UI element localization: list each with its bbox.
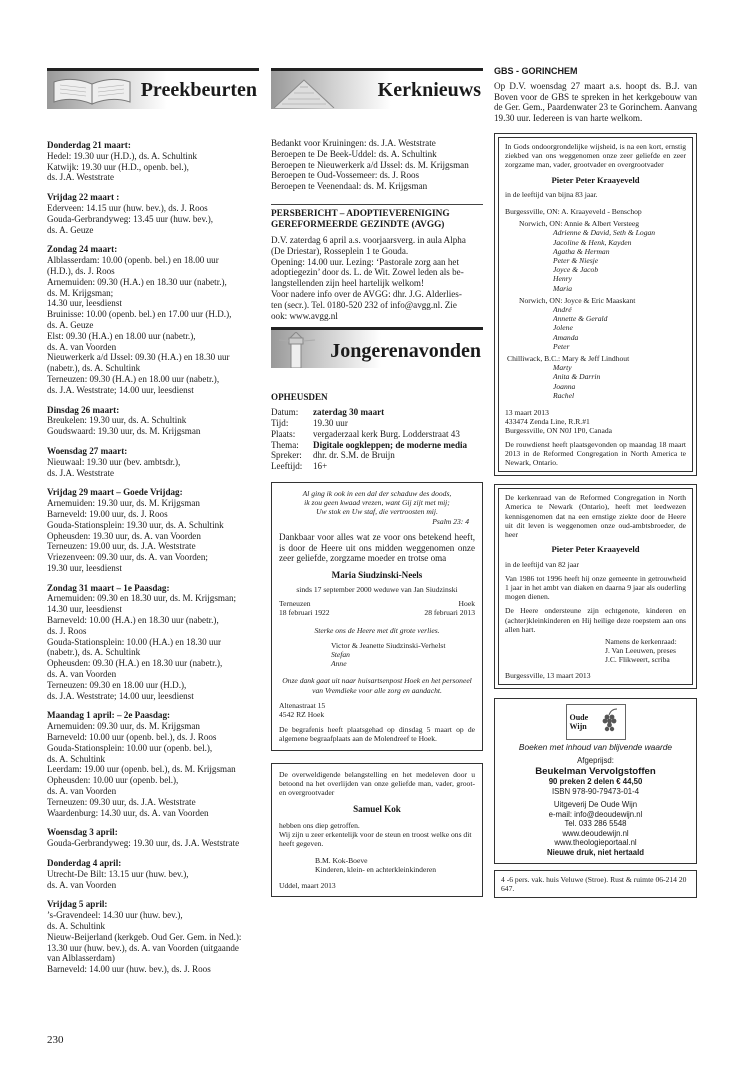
service-date: Zondag 31 maart – 1e Paasdag: xyxy=(47,582,170,593)
event-location: OPHEUSDEN xyxy=(271,392,328,403)
family-member: Peter xyxy=(553,341,570,351)
obituary-kraayeveld-church xyxy=(494,484,697,688)
kraayeveld-address xyxy=(505,408,686,436)
verse-reference: Psalm 23: 4 xyxy=(432,516,469,526)
event-value: zaterdag 30 maart xyxy=(313,407,385,418)
event-label: Thema: xyxy=(271,439,299,450)
service-block xyxy=(47,858,259,890)
service-line: ds. A. van Voorden xyxy=(47,879,117,890)
family-name: Anne xyxy=(331,659,347,669)
birth-place: Terneuzen xyxy=(279,599,311,609)
obituary-intro: Dankbaar voor alles wat ze voor ons betekend heeft, is door de Heere uit ons midden weggenomen onze zeer geliefde, zorgzame moeder en trotse oma xyxy=(279,531,475,564)
ad-book-title: Beukelman Vervolgstoffen xyxy=(535,765,656,777)
service-line: ds. A. Geuze xyxy=(47,224,94,235)
church-service-text: Van 1986 tot 1996 heeft hij onze gemeente in getrouwheid 1 jaar in het ambt van diaken en daarna 9 jaar als ouderling mogen dienen. xyxy=(505,573,686,602)
service-date: Vrijdag 22 maart : xyxy=(47,192,120,203)
service-line: Barneveld: 10.00 uur (openb. bel.), ds. J. Roos xyxy=(47,732,217,743)
service-line: Gouda-Gerbrandyweg: 13.45 uur (huw. bev.), xyxy=(47,213,213,224)
address-line: 433474 Zenda Line, R.R.#1 xyxy=(505,417,590,427)
service-block xyxy=(47,446,259,478)
obituary-kok xyxy=(271,763,483,898)
service-line: (H.D.), ds. J. Roos xyxy=(47,265,115,276)
service-line: Arnemuiden: 09.30 (H.A.) en 18.30 uur (nabetr.), xyxy=(47,276,227,287)
church-date: Burgessville, 13 maart 2013 xyxy=(505,670,591,680)
kraayeveld-name: Pieter Peter Kraayeveld xyxy=(551,544,640,555)
persbericht-line: Voor nadere info over de AVGG: dhr. J.G. Alderlies- xyxy=(271,288,462,299)
service-line: 14.30 uur, leesdienst xyxy=(47,604,122,615)
persbericht-body xyxy=(271,235,483,321)
event-value: 19.30 uur xyxy=(313,417,348,428)
kraayeveld-age: in de leeftijd van 82 jaar xyxy=(505,559,580,569)
kraayeveld-age: in de leeftijd van bijna 83 jaar. xyxy=(505,189,598,199)
service-line: ds. A. van Voorden xyxy=(47,669,117,680)
service-block xyxy=(47,192,259,235)
right-column xyxy=(494,66,697,898)
ad-footer: Nieuwe druk, niet hertaald xyxy=(546,848,645,858)
event-value: dhr. dr. S.M. de Bruijn xyxy=(313,450,395,461)
lighthouse-icon xyxy=(277,332,317,368)
kok-intro: De overweldigende belangstelling en het medeleven door u betoond na het overlijden van onze geliefde man, vader, groot- en overgrootvader xyxy=(279,769,475,797)
service-block xyxy=(47,244,259,395)
service-block xyxy=(47,583,259,702)
service-date: Zondag 24 maart: xyxy=(47,244,118,255)
service-line: ds. J.A. Weststrate xyxy=(47,467,115,478)
service-line: Gouda-Stationsplein: 19.30 uur, ds. A. Schultink xyxy=(47,519,224,530)
verse-line: Uw stok en Uw staf, die vertroosten mij. xyxy=(316,507,438,517)
church-roof-icon xyxy=(274,74,364,108)
service-date: Donderdag 21 maart: xyxy=(47,140,131,150)
service-line: ds. J.A. Weststrate; 14.00 uur, leesdienst xyxy=(47,690,194,701)
family-member: Annette & Gerald xyxy=(553,314,608,324)
family-member: Henry xyxy=(553,274,572,284)
service-line: Utrecht-De Bilt: 13.15 uur (huw. bev.), xyxy=(47,868,189,879)
service-line: Arnemuiden: 19.30 uur, ds. M. Krijgsman xyxy=(47,498,200,509)
kraayeveld-funeral: De rouwdienst heeft plaatsgevonden op maandag 18 maart 2013 in de Reformed Congregation in North America te Newark, Ontario. xyxy=(505,439,686,468)
preekbeurten-header xyxy=(47,68,259,109)
family-head: Norwich, ON: Joyce & Eric Maaskant xyxy=(519,295,636,305)
service-line: Gouda-Gerbrandyweg: 19.30 uur, ds. J.A. Weststrate xyxy=(47,838,240,849)
service-line: ds. A. Schultink xyxy=(47,921,106,931)
service-date: Vrijdag 5 april: xyxy=(47,899,108,910)
service-line: Nieuwerkerk a/d IJssel: 09.30 (H.A.) en 18.30 uur xyxy=(47,352,230,363)
service-line: Goudswaard: 19.30 uur, ds. M. Krijgsman xyxy=(47,426,201,437)
jongerenavonden-header xyxy=(271,327,483,368)
family-name: Stefan xyxy=(331,649,350,659)
kok-text-line: hebben ons diep getroffen. xyxy=(279,820,360,830)
service-line: ds. A. van Voorden xyxy=(47,786,117,797)
death-date: 28 februari 2013 xyxy=(424,608,475,618)
address-line: Altenastraat 15 xyxy=(279,700,326,710)
comfort-line: Sterke ons de Heere met dit grote verlies. xyxy=(314,625,440,635)
event-label: Plaats: xyxy=(271,428,296,439)
family-group xyxy=(505,207,686,216)
page-number: 230 xyxy=(47,1034,64,1046)
widow-note: sinds 17 september 2000 weduwe van Jan Siudzinski xyxy=(296,584,458,594)
gbs-text: Op D.V. woensdag 27 maart a.s. hoopt ds. B.J. van Boven voor de GBS te spreken in het kerkgebouw van de Ger. Gem., Paardenwater 23 te Gorinchem. Aanvang 19.30 uur. Iedereen is van harte welkom. xyxy=(494,80,697,124)
address-line: 13 maart 2013 xyxy=(505,408,549,418)
service-line: ds. J.A. Weststrate xyxy=(47,172,115,183)
event-label: Tijd: xyxy=(271,417,289,428)
kerknieuws-column xyxy=(271,68,483,897)
kraayeveld-intro: In Gods ondoorgrondelijke wijsheid, is na een kort, ernstig ziekbed van ons weggenomen onze zeer geliefde en zeer zorgzame man, vader, grootvader en overgrootvader xyxy=(505,141,686,170)
church-intro: De kerkenraad van de Reformed Congregation in North America te Newark (Ontario), heeft met leedwezen kennisgenomen dat na een ernstige ziekte door de Heere uit dit leven is weggenomen onze oud-ambtsbroeder, de heer xyxy=(505,493,686,540)
ad-website-2[interactable]: www.theologieportaal.nl xyxy=(554,838,637,848)
open-book-icon xyxy=(50,74,136,106)
ad-price: 90 preken 2 delen € 44,50 xyxy=(548,776,643,786)
kok-date: Uddel, maart 2013 xyxy=(279,881,336,890)
signature-line: Kinderen, klein- en achterkleinkinderen xyxy=(315,864,437,874)
service-block xyxy=(47,827,259,849)
family-head: Burgessville, ON: A. Kraayeveld - Benschop xyxy=(505,207,642,216)
service-line: Opheusden: 19.30 uur, ds. A. van Voorden xyxy=(47,530,201,541)
event-row xyxy=(271,450,467,461)
oude-wijn-logo xyxy=(566,704,626,740)
service-line: Alblasserdam: 10.00 (openb. bel.) en 18.00 uur xyxy=(47,255,219,266)
kerknieuws-header xyxy=(271,68,483,109)
service-line: ds. J.A. Weststrate; 14.00 uur, leesdienst xyxy=(47,384,194,395)
obituary-siudzinski xyxy=(271,482,483,751)
family-member: Jacoline & Henk, Kayden xyxy=(553,237,632,247)
kerknieuws-item: Bedankt voor Kruiningen: ds. J.A. Weststrate xyxy=(271,138,436,148)
family-member: Adrienne & David, Seth & Logan xyxy=(553,228,656,238)
service-date: Donderdag 4 april: xyxy=(47,858,122,869)
family-member: Jolene xyxy=(553,323,573,333)
address-line: 4542 RZ Hoek xyxy=(279,709,325,719)
persbericht-title: PERSBERICHT – ADOPTIEVERENIGING GEREFORMEERDE GEZINDTE (AVGG) xyxy=(271,204,483,231)
book-ad xyxy=(494,698,697,864)
family-member: Maria xyxy=(553,283,572,293)
address xyxy=(279,701,475,719)
kok-text-line: Wij zijn u zeer erkentelijk voor de steun en troost welke ons dit heeft gegeven. xyxy=(279,830,472,849)
service-line: ds. M. Krijgsman; xyxy=(47,287,114,298)
kraayeveld-name: Pieter Peter Kraayeveld xyxy=(551,174,640,185)
family-group xyxy=(505,219,686,293)
family-names xyxy=(331,641,475,669)
kerknieuws-item: Beroepen te De Beek-Uddel: ds. A. Schultink xyxy=(271,148,437,159)
church-signature xyxy=(605,637,686,665)
ad-email[interactable]: e-mail: info@deoudewijn.nl xyxy=(548,809,643,819)
service-line: ’s-Gravendeel: 14.30 uur (huw. bev.), xyxy=(47,910,183,921)
preekbeurten-column xyxy=(47,68,259,984)
verse-line: Al ging ik ook in een dal der schaduw des doods, xyxy=(302,488,452,498)
event-label: Datum: xyxy=(271,407,299,418)
death-place: Hoek xyxy=(458,599,475,609)
event-row xyxy=(271,461,467,472)
service-block xyxy=(47,899,259,975)
birth-date: 18 februari 1922 xyxy=(279,608,330,618)
signature-line: Namens de kerkenraad: xyxy=(605,636,677,646)
event-details xyxy=(271,407,467,472)
kerknieuws-item: Beroepen te Veenendaal: ds. M. Krijgsman xyxy=(271,181,428,192)
service-line: Nieuw-Beijerland (kerkgeb. Oud Ger. Gem. in Ned.): xyxy=(47,931,242,942)
kok-name: Samuel Kok xyxy=(353,804,401,815)
service-line: Elst: 09.30 (H.A.) en 18.00 uur (nabetr.), xyxy=(47,330,196,341)
family-member: Agatha & Herman xyxy=(553,246,610,256)
family-member: André xyxy=(553,305,572,315)
event-row xyxy=(271,418,467,429)
family-group xyxy=(505,354,686,400)
date-row xyxy=(279,608,475,617)
gbs-title: GBS - GORINCHEM xyxy=(494,66,578,76)
service-line: Breukelen: 19.30 uur, ds. A. Schultink xyxy=(47,415,187,426)
family-list xyxy=(505,207,686,400)
service-date: Woensdag 27 maart: xyxy=(47,445,128,456)
service-line: Leerdam: 19.00 uur (openb. bel.), ds. M. Krijgsman xyxy=(47,764,236,775)
service-line: ds. J. Roos xyxy=(47,625,87,636)
service-line: Katwijk: 19.30 uur (H.D., openb. bel.), xyxy=(47,161,189,172)
family-name: Victor & Jeanette Siudzinski-Verhelst xyxy=(331,640,446,650)
psalm-verse xyxy=(279,489,475,526)
persbericht-line: ook: www.avgg.nl xyxy=(271,310,338,321)
event-row xyxy=(271,429,467,440)
ad-publisher: Uitgeverij De Oude Wijn xyxy=(553,800,638,810)
kerknieuws-title: Kerknieuws xyxy=(377,79,481,101)
service-line: Arnemuiden: 09.30 uur, ds. M. Krijgsman xyxy=(47,721,200,732)
service-line: (nabetr.), ds. A. Schultink xyxy=(47,363,141,374)
service-line: ds. A. van Voorden xyxy=(47,341,117,352)
preekbeurten-title: Preekbeurten xyxy=(140,79,257,101)
signature-line: B.M. Kok-Boeve xyxy=(315,855,368,865)
family-member: Peter & Niesje xyxy=(553,256,599,266)
kok-text xyxy=(279,821,475,849)
family-group xyxy=(505,296,686,351)
service-line: 13.30 uur (huw. bev.), ds. A. van Voorden (uitgaande xyxy=(47,942,239,953)
ad-phone: Tel. 033 286 5548 xyxy=(564,819,627,829)
persbericht-line: ten (secr.). Tel. 0180-520 232 of info@avgg.nl. Zie xyxy=(271,299,457,310)
service-line: Barneveld: 19.00 uur, ds. J. Roos xyxy=(47,508,168,519)
kerknieuws-item: Beroepen te Oud-Vossemeer: ds. J. Roos xyxy=(271,170,420,181)
service-line: Terneuzen: 09.30 (H.A.) en 18.00 uur (nabetr.), xyxy=(47,373,220,384)
service-line: Nieuwaal: 19.30 uur (bev. ambtsdr.), xyxy=(47,456,181,467)
event-value: 16+ xyxy=(313,461,328,472)
event-row xyxy=(271,407,467,418)
service-line: Hedel: 19.30 uur (H.D.), ds. A. Schultink xyxy=(47,150,198,161)
service-line: Waardenburg: 14.30 uur, ds. A. van Voorden xyxy=(47,807,209,818)
service-line: Opheusden: 10.00 uur (openb. bel.), xyxy=(47,775,179,786)
service-line: Barneveld: 10.00 (H.A.) en 18.30 uur (nabetr.), xyxy=(47,615,219,626)
persbericht-line: (De Driestar), Rosseplein 1 te Gouda. xyxy=(271,245,409,256)
service-line: van Alblasserdam) xyxy=(47,953,115,964)
family-member: Rachel xyxy=(553,390,575,400)
jongerenavonden-title: Jongerenavonden xyxy=(330,340,481,363)
service-line: Arnemuiden: 09.30 en 18.30 uur, ds. M. Krijgsman; xyxy=(47,593,237,604)
service-line: 14.30 uur, leesdienst xyxy=(47,298,122,309)
signature-line: J.C. Flikweert, scriba xyxy=(605,655,670,665)
deceased-name: Maria Siudzinski-Neels xyxy=(331,570,423,581)
birth-row xyxy=(279,599,475,608)
service-line: Ederveen: 14.15 uur (huw. bev.), ds. J. Roos xyxy=(47,202,208,213)
service-block xyxy=(47,140,259,183)
church-blessing-text: De Heere ondersteune zijn echtgenote, kinderen en (achter)kleinkinderen en Hij heilige deze roepstem aan ons allen hart. xyxy=(505,606,686,634)
event-label: Leeftijd: xyxy=(271,461,303,472)
classified-ad: 4 -6 pers. vak. huis Veluwe (Stroe). Rust & ruimte 06-214 20 647. xyxy=(494,870,697,898)
service-line: Terneuzen: 19.00 uur, ds. J.A. Weststrate xyxy=(47,541,196,552)
persbericht-line: adoptiegezin’ door ds. L. de Wit. Zowel leden als be- xyxy=(271,267,464,278)
service-line: Gouda-Stationsplein: 10.00 uur (openb. bel.), xyxy=(47,742,213,753)
address-line: Burgessville, ON N0J 1P0, Canada xyxy=(505,426,613,436)
ad-tagline: Boeken met inhoud van blijvende waarde xyxy=(518,741,673,752)
thanks-note: Onze dank gaat uit naar huisartsenpost Hoek en het personeel van Vremdieke voor alle zorg en aandacht. xyxy=(282,676,472,695)
family-member: Amanda xyxy=(553,332,579,342)
signature-line: J. Van Leeuwen, preses xyxy=(605,646,676,656)
family-head: Chilliwack, B.C.: Mary & Jeff Lindhout xyxy=(507,354,630,364)
service-date: Vrijdag 29 maart – Goede Vrijdag: xyxy=(47,487,183,498)
ad-website[interactable]: www.deoudewijn.nl xyxy=(562,828,629,838)
service-line: ds. A. Schultink xyxy=(47,753,106,764)
persbericht-line: D.V. zaterdag 6 april a.s. voorjaarsverg. in aula Alpha xyxy=(271,234,466,245)
service-block xyxy=(47,710,259,818)
service-line: Terneuzen: 09.30 en 18.00 uur (H.D.), xyxy=(47,679,187,690)
service-date: Maandag 1 april: – 2e Paasdag: xyxy=(47,710,171,721)
ad-afgeprijsd: Afgeprijsd: xyxy=(577,756,614,766)
service-block xyxy=(47,405,259,437)
service-line: ds. A. Geuze xyxy=(47,319,94,330)
funeral-note: De begrafenis heeft plaatsgehad op dinsdag 5 maart op de algemene begraafplaats aan de Molendreef te Hoek. xyxy=(279,725,475,744)
family-member: Joanna xyxy=(553,381,576,391)
family-member: Anita & Darrin xyxy=(553,372,601,382)
kerknieuws-item: Beroepen te Nieuwerkerk a/d IJssel: ds. M. Krijgsman xyxy=(271,159,469,170)
service-line: Barneveld: 14.00 uur (huw. bev.), ds. J. Roos xyxy=(47,964,211,975)
persbericht-line: Opening: 14.00 uur. Lezing: ‘Pastorale zorg aan het xyxy=(271,256,459,267)
service-line: Opheusden: 09.30 (H.A.) en 18.30 uur (nabetr.), xyxy=(47,658,223,669)
event-row xyxy=(271,440,467,451)
persbericht-line: langstellenden zijn heel hartelijk welkom! xyxy=(271,278,425,289)
event-label: Spreker: xyxy=(271,450,302,461)
kerknieuws-list xyxy=(271,138,483,192)
service-list xyxy=(47,140,259,975)
service-date: Dinsdag 26 maart: xyxy=(47,404,120,415)
service-line: Bruinisse: 10.00 (openb. bel.) en 17.00 uur (H.D.), xyxy=(47,309,232,320)
family-member: Joyce & Jacob xyxy=(553,265,599,275)
event-value: vergaderzaal kerk Burg. Lodderstraat 43 xyxy=(313,428,460,439)
family-member: Marty xyxy=(553,363,572,373)
service-date: Woensdag 3 april: xyxy=(47,827,118,838)
service-line: 19.30 uur, leesdienst xyxy=(47,562,122,573)
family-head: Norwich, ON: Annie & Albert Versteeg xyxy=(519,219,640,229)
service-line: Vriezenveen: 09.30 uur, ds. A. van Voorden; xyxy=(47,552,208,563)
event-value: Digitale oogkleppen; de moderne media xyxy=(313,439,468,450)
ad-isbn: ISBN 978-90-79473-01-4 xyxy=(551,786,640,796)
obituary-kraayeveld-family xyxy=(494,133,697,476)
service-line: Terneuzen: 09.30 uur, ds. J.A. Weststrate xyxy=(47,796,196,807)
service-block xyxy=(47,487,259,573)
kok-signature xyxy=(315,856,475,874)
service-line: (nabetr.), ds. A. Schultink xyxy=(47,647,141,658)
verse-line: ik zou geen kwaad vrezen, want Gij zijt met mij; xyxy=(304,498,450,508)
logo-text: Oude Wijn xyxy=(569,712,589,731)
service-line: Gouda-Stationsplein: 10.00 (H.A.) en 18.30 uur xyxy=(47,636,222,647)
